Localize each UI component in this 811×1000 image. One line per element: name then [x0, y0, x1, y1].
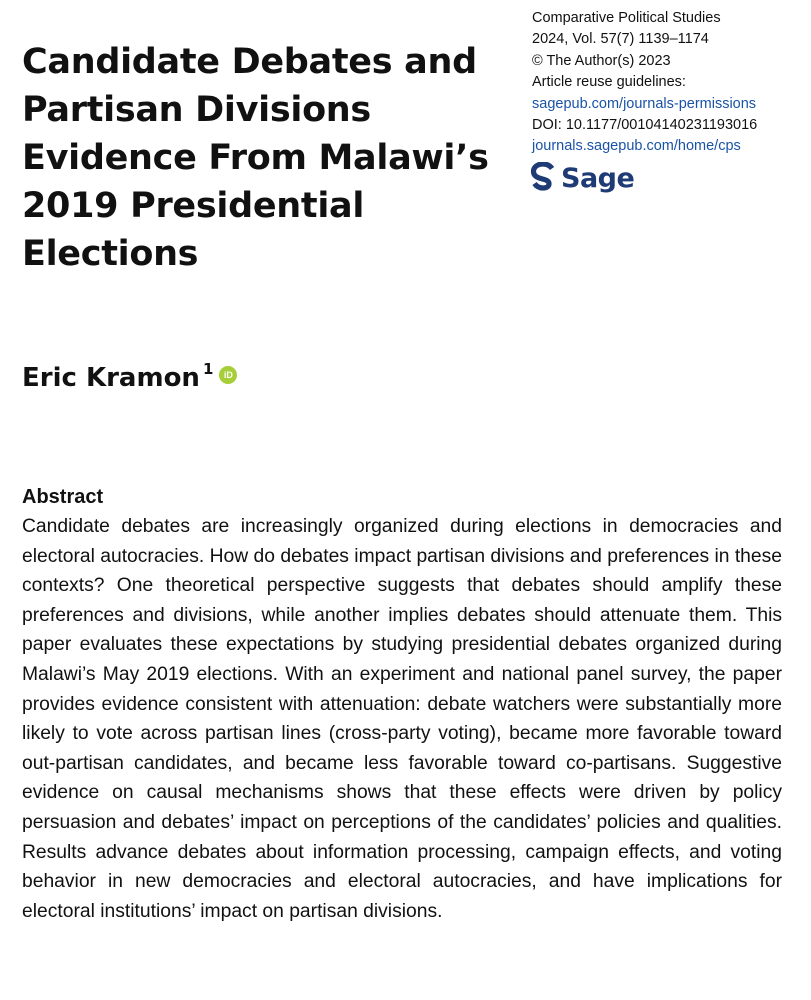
permissions-link[interactable]: sagepub.com/journals-permissions — [532, 95, 757, 112]
journal-name: Comparative Political Studies — [532, 10, 721, 26]
orcid-icon[interactable] — [219, 366, 237, 384]
doi: DOI: 10.1177/00104140231193016 — [532, 117, 758, 134]
author-name: Eric Kramon — [22, 363, 200, 393]
journal-volume: 2024, Vol. 57(7) 1139–1174 — [532, 31, 709, 48]
sage-logo — [530, 160, 634, 196]
article-title — [22, 38, 502, 278]
copyright-notice: © The Author(s) 2023 — [532, 52, 671, 69]
journal-info — [532, 8, 802, 158]
affiliation-mark: 1 — [202, 360, 214, 378]
title-line: Partisan Divisions — [22, 90, 371, 130]
abstract-text: Candidate debates are increasingly organized during elections in democracies and electoral autocracies. How do debates impact partisan divisions and preferences in these contexts? One theoretical perspective suggests that debates should amplify these preferences and divisions, while another implies debates should attenuate them. This paper evaluates these expectations by studying presidential debates organized during Malawi’s May 2019 elections. With an experiment and national panel survey, the paper provides evidence consistent with attenuation: debate watchers were substantially more likely to vote across partisan lines (cross-party voting), became more favorable toward out-partisan candidates, and became less favorable toward co-partisans. Suggestive evidence on causal mechanisms shows that these effects were driven by policy persuasion and debates’ impact on perceptions of the candidates’ policies and qualities. Results advance debates about information processing, campaign effects, and voting behavior in new democracies and electoral autocracies, and have implications for electoral institutions’ impact on partisan divisions. — [22, 516, 782, 922]
author-line — [22, 360, 237, 396]
journal-homepage-link[interactable]: journals.sagepub.com/home/cps — [532, 138, 741, 155]
title-line: Candidate Debates and — [22, 42, 477, 82]
orcid-label: iD — [223, 370, 233, 380]
abstract-heading: Abstract — [22, 486, 104, 508]
reuse-guidelines-label: Article reuse guidelines: — [532, 74, 686, 91]
publisher-name: Sage — [561, 162, 635, 194]
title-line: Evidence From Malawi’s — [22, 138, 489, 178]
title-line: Elections — [22, 234, 199, 274]
sage-s-mark-icon — [530, 162, 556, 194]
title-line: 2019 Presidential — [22, 186, 365, 226]
